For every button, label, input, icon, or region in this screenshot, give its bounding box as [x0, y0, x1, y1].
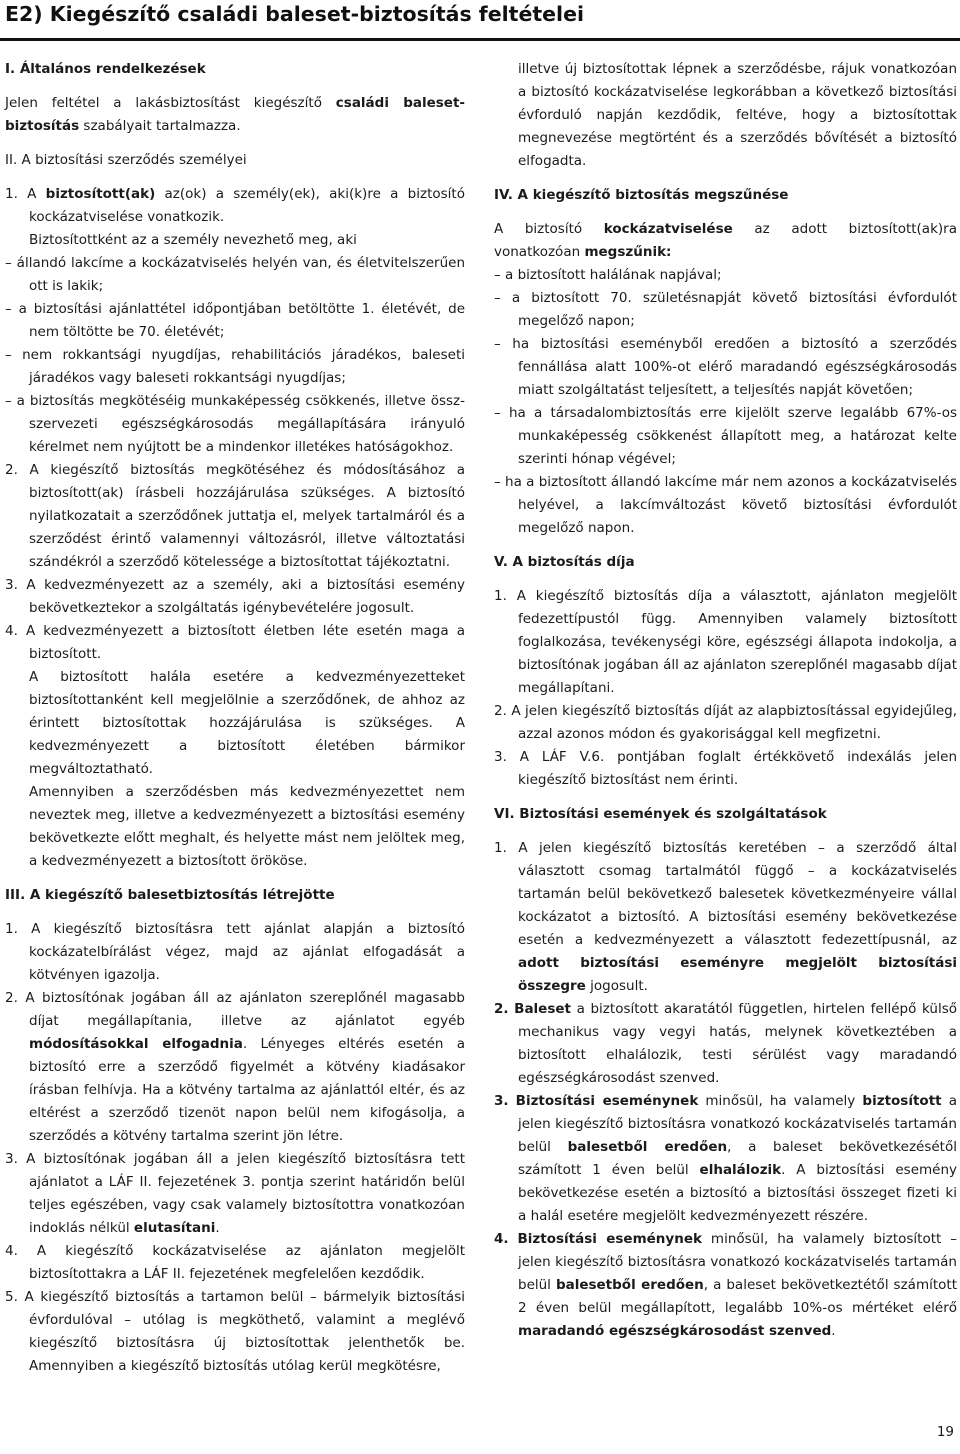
- dash-item: – nem rokkantsági nyugdíjas, rehabilitációs járadékos, baleseti járadékos vagy baleseti rokkantsági nyugdíjas;: [5, 347, 465, 386]
- title-rule: [0, 38, 960, 41]
- section-heading-4: IV. A kiegészítő biztosítás megszűnése: [494, 187, 789, 203]
- dash-item: – ha biztosítási eseményből eredően a biztosító a szerződés fennállása alatt 100%-ot elérő maradandó egészségkárosodás miatt szolgáltatást teljesített, a teljesítés napját követően;: [494, 336, 957, 398]
- list-item: 4. A kiegészítő kockázatviselése az ajánlaton megjelölt biztosítottakra a LÁF II. fejezetének megfelelően kezdődik.: [5, 1243, 465, 1282]
- page-number: 19: [936, 1424, 954, 1440]
- list-item: 3. A kedvezményezett az a személy, aki a biztosítási esemény bekövetkeztekor a szolgáltatás igénybevételére jogosult.: [5, 577, 465, 616]
- section-heading-3: III. A kiegészítő balesetbiztosítás létrejötte: [5, 887, 335, 903]
- paragraph: A biztosított halála esetére a kedvezményezetteket biztosítottanként kell megjelölnie a szerződőnek, de ahhoz az érintett biztosítottak hozzájárulása is szükséges. A kedvezményezett a biztosított életében bármikor megváltoztatható.: [29, 669, 465, 777]
- dash-item: – a biztosított 70. születésnapját követő biztosítási évfordulót megelőző napon;: [494, 290, 957, 329]
- dash-item: – ha a társadalombiztosítás erre kijelölt szerve legalább 67%-os munkaképesség csökkenést állapított meg, a határozat kelte szerinti hónap végével;: [494, 405, 957, 467]
- paragraph: Jelen feltétel a lakásbiztosítást kiegészítő családi baleset-biztosítás szabályait tartalmazza.: [5, 95, 465, 134]
- list-item: 3. Biztosítási eseménynek minősül, ha valamely biztosított a jelen kiegészítő biztosításra vonatkozó kockázatviselés tartamán belül balesetből eredően, a baleset bekövetkezésétől számított 1 éven belül elhalálozik. A biztosítási esemény bekövetkezése esetén a biztosító a biztosítási összeget fizeti ki a halál esetére megjelölt kedvezményezett részére.: [494, 1093, 957, 1224]
- list-item: 2. A biztosítónak jogában áll az ajánlaton szereplőnél magasabb díjat megállapítania, illetve az ajánlatot egyéb módosításokkal elfogadnia. Lényeges eltérés esetén a biztosító erre a szerződő figyelmét a kötvény kiadásakor írásban felhívja. Ha a kötvény tartalma az ajánlattól eltér, és az eltérést a szerződő tizenöt napon belül nem kifogásolja, a szerződés a kötvény tartalma szerint jön létre.: [5, 990, 465, 1144]
- page-title: E2) Kiegészítő családi baleset-biztosítás feltételei: [5, 2, 585, 26]
- list-item: 1. A biztosított(ak) az(ok) a személy(ek), aki(k)re a biztosító kockázatviselése vonatkozik.: [5, 186, 465, 225]
- section-heading-6: VI. Biztosítási események és szolgáltatások: [494, 806, 827, 822]
- paragraph: Biztosítottként az a személy nevezhető meg, aki: [29, 232, 357, 248]
- list-item: 5. A kiegészítő biztosítás a tartamon belül – bármelyik biztosítási évfordulóval – utólag is megköthető, valamint a meglévő kiegészítő biztosításra új biztosítottak jelenthetők be. Amennyiben a kiegészítő biztosítás utólag kerül megkötésre,: [5, 1289, 465, 1374]
- paragraph: Amennyiben a szerződésben más kedvezményezettet nem neveztek meg, illetve a kedvezményezett a biztosítási esemény bekövetkezte előtt meghalt, és helyette mást nem jelöltek meg, a kedvezményezett a biztosított örököse.: [29, 784, 465, 869]
- list-item: 2. A kiegészítő biztosítás megkötéséhez és módosításához a biztosított(ak) írásbeli hozzájárulása szükséges. A biztosító nyilatkozatait a szerződőnek juttatja el, melyek tartalmáról és a szerződést érintő valamennyi változásról, illetve változtatási szándékról a szerződő kötelessége a biztosítottat tájékoztatni.: [5, 462, 465, 570]
- section-heading-5: V. A biztosítás díja: [494, 554, 635, 570]
- list-item: 3. A LÁF V.6. pontjában foglalt értékkövető indexálás jelen kiegészítő biztosítást nem érinti.: [494, 749, 957, 788]
- list-item: 2. A jelen kiegészítő biztosítás díját az alapbiztosítással egyidejűleg, azzal azonos módon és gyakorisággal kell megfizetni.: [494, 703, 957, 742]
- right-column: [494, 58, 957, 1343]
- dash-item: – a biztosított halálának napjával;: [494, 267, 722, 283]
- list-item: 4. A kedvezményezett a biztosított életben léte esetén maga a biztosított.: [5, 623, 465, 662]
- dash-item: – ha a biztosított állandó lakcíme már nem azonos a kockázatviselés helyével, a lakcímváltozást követő biztosítási évfordulót megelőző napon.: [494, 474, 957, 536]
- section-heading-2: II. A biztosítási szerződés személyei: [5, 152, 247, 168]
- dash-item: – állandó lakcíme a kockázatviselés helyén van, és életvitelszerűen ott is lakik;: [5, 255, 465, 294]
- list-item: 1. A jelen kiegészítő biztosítás keretében – a szerződő által választott csomag tartalmától függő – a kockázatviselés tartamán belül bekövetkező balesetek következményeire vállal kockázatot a biztosító. A biztosítási esemény bekövetkezése esetén a kedvezményezett a választott fedezettípusnál, az adott biztosítási eseményre megjelölt biztosítási összegre jogosult.: [494, 840, 957, 994]
- section-heading-1: I. Általános rendelkezések: [5, 61, 206, 77]
- list-item: 3. A biztosítónak jogában áll a jelen kiegészítő biztosításra tett ajánlatot a LÁF II. fejezetének 3. pontja szerint határidőn belül teljes egészében, vagy csak valamely biztosítottra vonatkozóan indoklás nélkül elutasítani.: [5, 1151, 465, 1236]
- dash-item: – a biztosítási ajánlattétel időpontjában betöltötte 1. életévét, de nem töltötte be 70. életévét;: [5, 301, 465, 340]
- paragraph: illetve új biztosítottak lépnek a szerződésbe, rájuk vonatkozóan a biztosító kockázatviselése legkorábban a következő biztosítási évforduló napján kezdődik, feltéve, hogy a biztosítottak megnevezése megtörtént és a szerződés bővítését a biztosító elfogadta.: [518, 61, 957, 169]
- left-column: [5, 58, 465, 1378]
- list-item: 4. Biztosítási eseménynek minősül, ha valamely biztosított – jelen kiegészítő biztosításra vonatkozó kockázatviselés tartamán belül balesetből eredően, a baleset bekövetkeztétől számított 2 éven belül megállapított, legalább 10%-os mértéket elérő maradandó egészségkárosodást szenved.: [494, 1231, 957, 1339]
- list-item: 1. A kiegészítő biztosításra tett ajánlat alapján a biztosító kockázatelbírálást végez, majd az ajánlat elfogadását a kötvényen igazolja.: [5, 921, 465, 983]
- list-item: 2. Baleset a biztosított akaratától független, hirtelen fellépő külső mechanikus vagy vegyi hatás, melynek következtében a biztosított elhalálozik, testi sérülést vagy maradandó egészségkárosodást szenved.: [494, 1001, 957, 1086]
- dash-item: – a biztosítás megkötéséig munkaképesség csökkenés, illetve össz-szervezeti egészségkárosodás megállapítására irányuló kérelmet nem nyújtott be a mindenkor illetékes hatóságokhoz.: [5, 393, 465, 455]
- list-item: 1. A kiegészítő biztosítás díja a választott, ajánlaton megjelölt fedezettípustól függ. Amennyiben valamely biztosított foglalkozása, tevékenységi köre, egészségi állapota indokolja, a biztosítónak jogában áll az ajánlaton szereplőnél magasabb díjat megállapítani.: [494, 588, 957, 696]
- paragraph: A biztosító kockázatviselése az adott biztosított(ak)ra vonatkozóan megszűnik:: [494, 221, 957, 260]
